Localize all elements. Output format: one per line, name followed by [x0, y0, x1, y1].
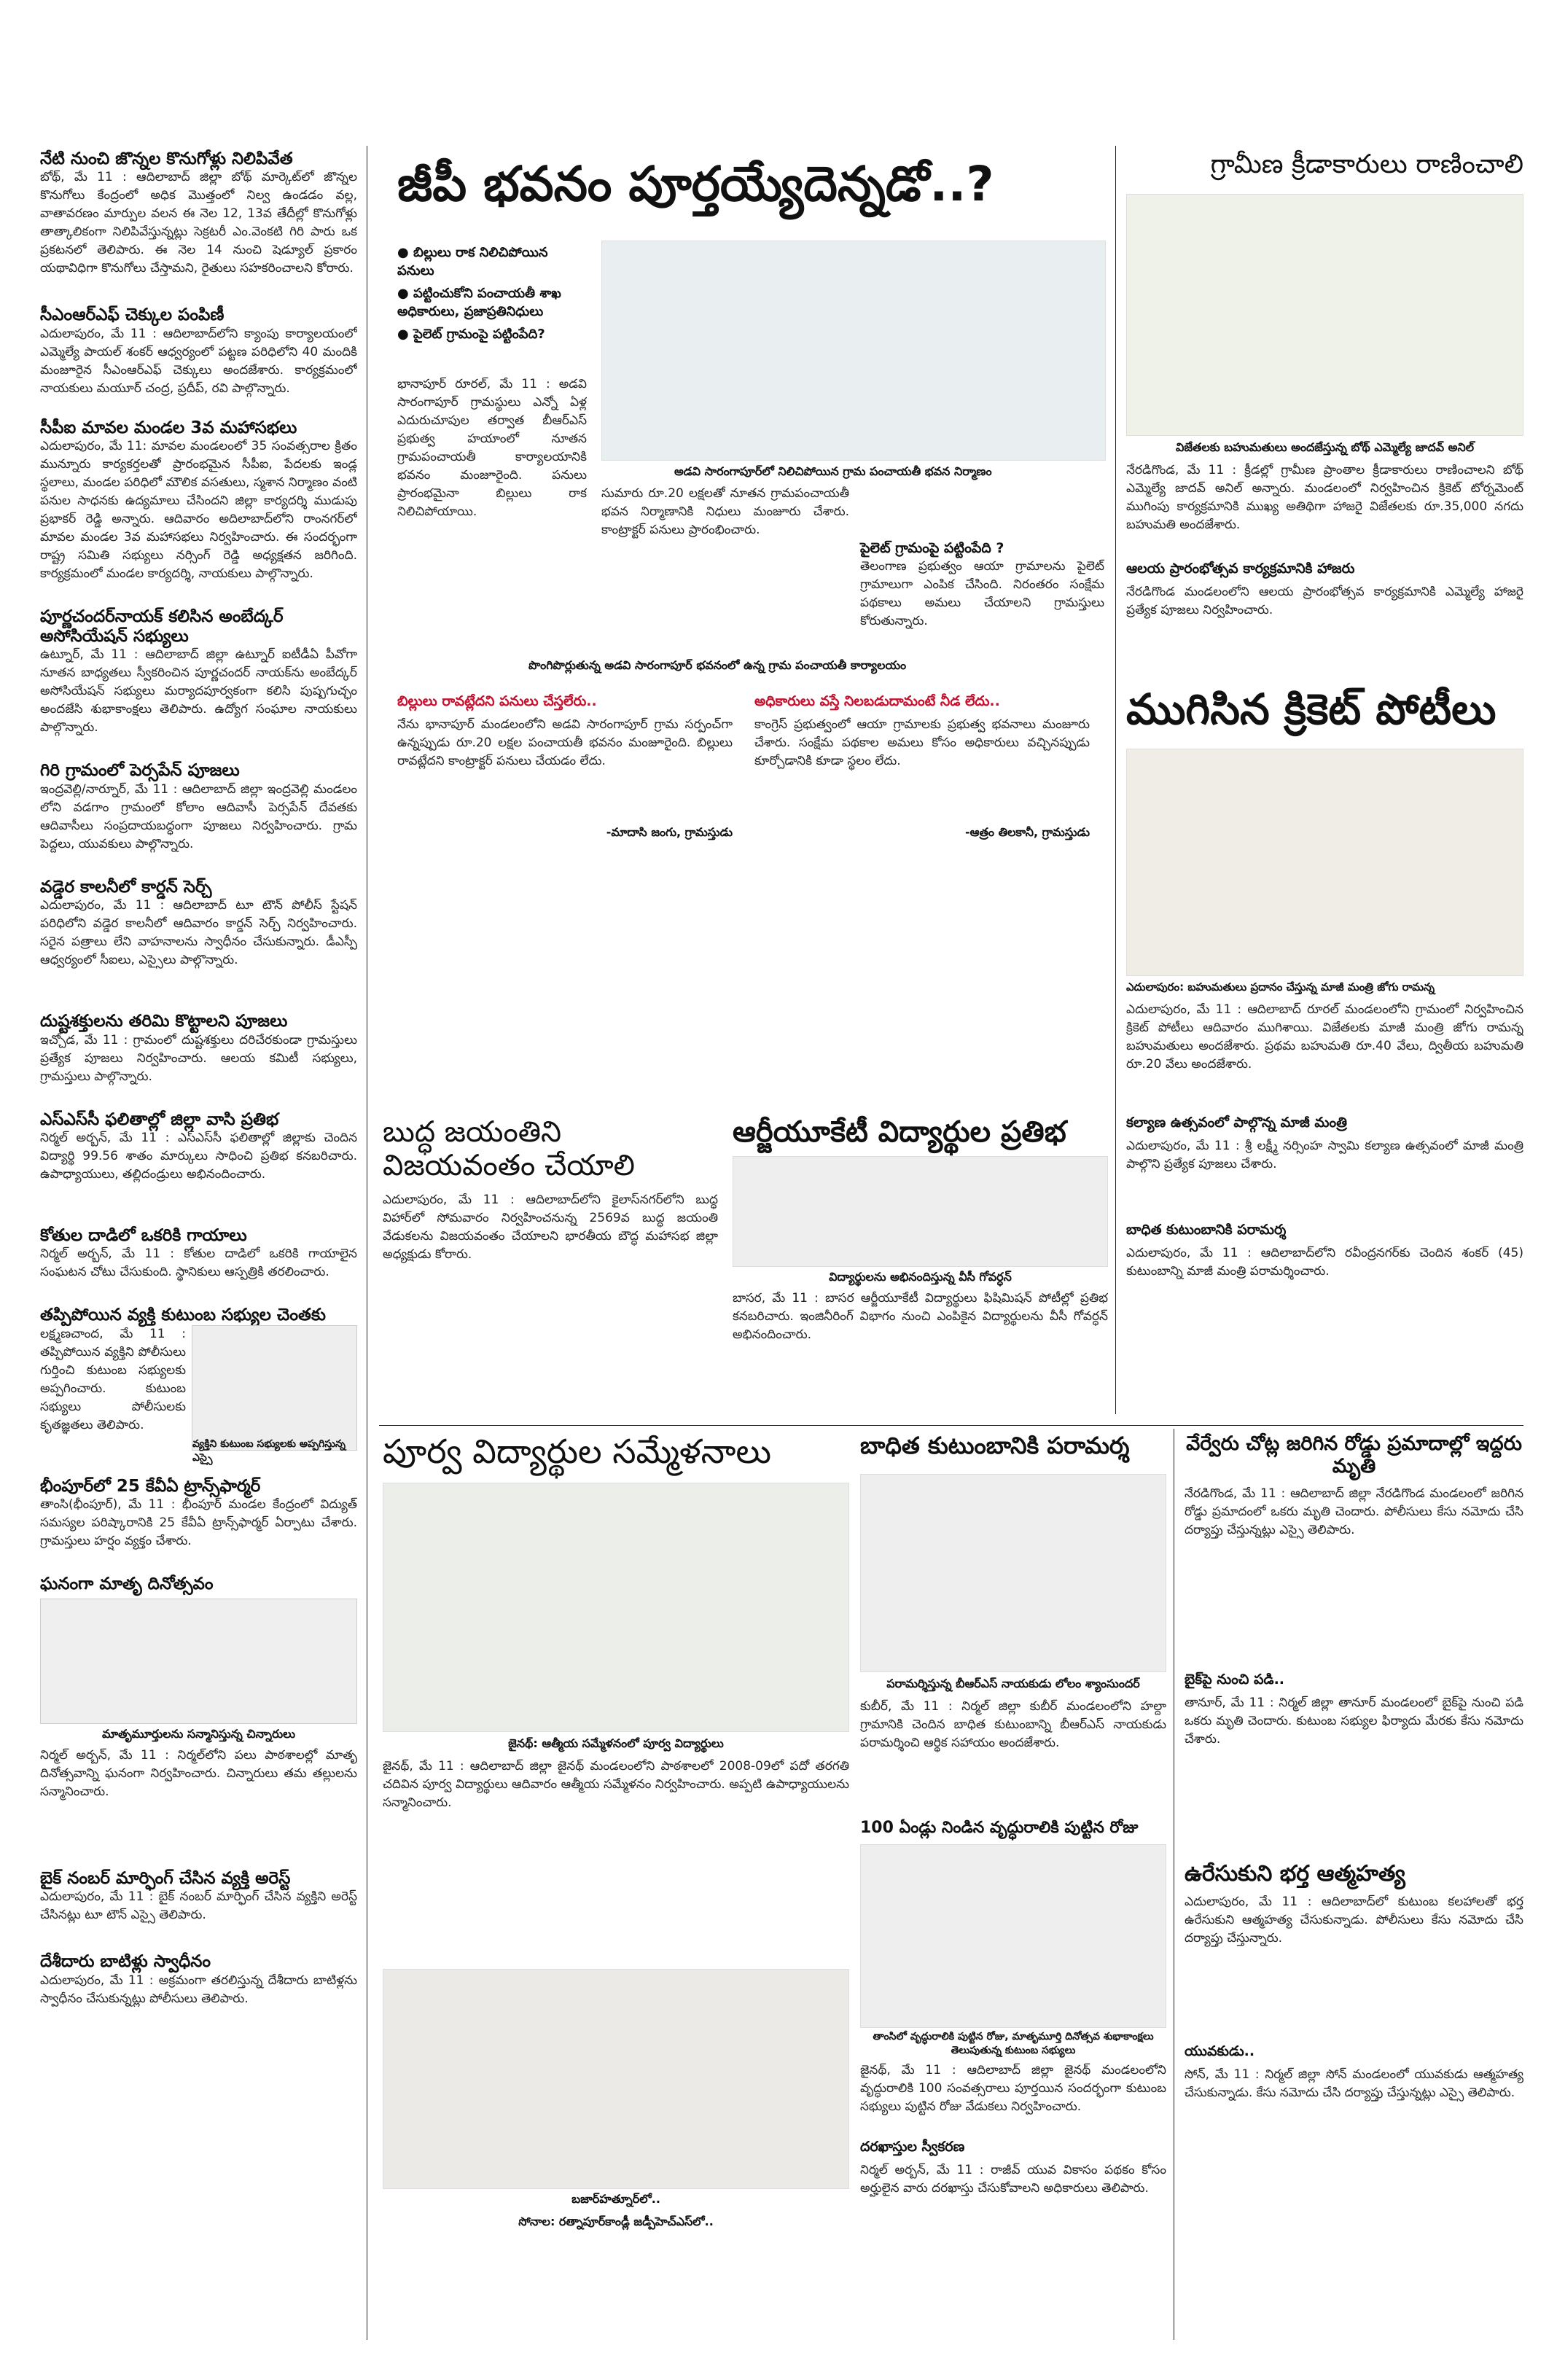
article-body: నిర్మల్ అర్బన్, మే 11 : రాజీవ్ యువ వికాసం పథకం కోసం అర్హులైన వారు దరఖాస్తు చేసుకోవాలని అధికారులు తెలిపారు. — [860, 2163, 1166, 2196]
news-photo — [1126, 749, 1523, 976]
quote-body: కాంగ్రెస్ ప్రభుత్వంలో ఆయా గ్రామాలకు ప్రభుత్వ భవనాలు మంజూరు చేశారు. సంక్షేమ పథకాల అమలు కోసం అధికారులు వచ్చినప్పుడు కూర్చోడానికి కూడా స్థలం లేదు. — [754, 717, 1090, 768]
article-headline: బైక్ నంబర్ మార్ఫింగ్ చేసిన వ్యక్తి అరెస్ట్ — [40, 1868, 291, 1888]
news-photo — [383, 1969, 849, 2189]
article-headline: నేటి నుంచి జొన్నల కొనుగోళ్లు నిలిపివేత — [40, 149, 293, 168]
article-headline: బాధిత కుటుంబానికి పరామర్శ — [860, 1432, 1130, 1459]
article-body: తానూర్, మే 11 : నిర్మల్ జిల్లా తానూర్ మండలంలో బైక్‌పై నుంచి పడి ఒకరు మృతి చెందారు. కుటుంబ సభ్యుల ఫిర్యాదు మేరకు కేసు నమోదు చేశారు. — [1185, 1696, 1523, 1747]
bullet-text: పట్టించుకోని పంచాయతీ శాఖ అధికారులు, ప్రజాప్రతినిధులు — [397, 286, 561, 319]
bullet-item: ● పట్టించుకోని పంచాయతీ శాఖ అధికారులు, ప్రజాప్రతినిధులు — [397, 286, 561, 319]
article-body: సుమారు రూ.20 లక్షలతో నూతన గ్రామపంచాయతీ భవన నిర్మాణానికి నిధులు మంజూరు చేశారు. కాంట్రాక్టర్ పనులు ప్రారంభించారు. — [601, 486, 849, 537]
cricket-story — [1126, 678, 1523, 1407]
quote-body: నేను భానాపూర్ మండలంలోని అడవి సారంగాపూర్ గ్రామ సర్పంచ్‌గా ఉన్నప్పుడు రూ.20 లక్షల పంచాయతీ భవనం మంజూరైంది. బిల్లులు రావట్లేదని కాంట్రాక్టర్ పనులు చేయడం లేదు. — [397, 717, 733, 768]
photo-caption: సోనాల: రత్నాపూర్‌కాండ్లీ జడ్పీహెచ్‌ఎస్‌లో.. — [518, 2214, 714, 2228]
article-body: జైనథ్, మే 11 : ఆదిలాబాద్ జిల్లా జైనథ్ మండలంలోని పాఠశాలలో 2008-09లో పదో తరగతి చదివిన పూర్వ విద్యార్థులు ఆదివారం ఆత్మీయ సమ్మేళనం నిర్వహించారు. అప్పటి ఉపాధ్యాయులను సన్మానించారు. — [383, 1758, 849, 1810]
article-headline: వడ్డెర కాలనీలో కార్డన్ సెర్చ్ — [40, 877, 212, 897]
photo-caption: విద్యార్థులను అభినందిస్తున్న వీసీ గోవర్ధన్ — [829, 1270, 1012, 1284]
accident-story — [1185, 1432, 1523, 2344]
article-headline: బుద్ధ జయంతిని విజయవంతం చేయాలి — [383, 1115, 635, 1182]
section-divider — [379, 1425, 1523, 1426]
photo-caption: విజేతలకు బహుమతులు అందజేస్తున్న బోథ్ ఎమ్మెల్యే జాదవ్ అనిల్ — [1175, 440, 1475, 455]
column-left — [40, 149, 357, 2344]
article-body: నిర్మల్ అర్బన్, మే 11 : నిర్మల్‌లోని పలు పాఠశాలల్లో మాతృ దినోత్సవాన్ని ఘనంగా నిర్వహించారు. చిన్నారులు తమ తల్లులను సన్మానించారు. — [40, 1747, 357, 1799]
article-body: బాసర, మే 11 : బాసర ఆర్జీయూకేటీ విద్యార్థులు ఫిషిమిషన్ పోటీల్లో ప్రతిభ కనబరిచారు. ఇంజినీరింగ్ విభాగం నుంచి ఎంపికైన విద్యార్థులను వీసీ గోవర్ధన్ అభినందించారు. — [733, 1291, 1108, 1342]
news-photo — [192, 1325, 357, 1464]
article-headline: సీఎంఆర్‌ఎఫ్ చెక్కుల పంపిణీ — [40, 305, 225, 325]
subheading: యువకుడు.. — [1185, 2042, 1255, 2059]
article-headline: సీపీఐ మావల మండల 3వ మహాసభలు — [40, 418, 297, 437]
news-photo — [383, 1483, 849, 1732]
article-headline: పూర్ణచందర్‌నాయక్‌ కలిసిన అంబేద్కర్ అసోసియేషన్ సభ్యులు — [40, 607, 284, 646]
buddha-story — [383, 1115, 718, 1421]
article-headline: పూర్వ విద్యార్థుల సమ్మేళనాలు — [383, 1432, 771, 1471]
article-headline: ఎస్‌ఎస్‌సీ ఫలితాల్లో జిల్లా వాసి ప్రతిభ — [40, 1109, 279, 1129]
news-photo — [1126, 194, 1523, 436]
bullet-text: పైలెట్ గ్రామంపై పట్టింపేది? — [413, 327, 545, 342]
photo-caption: వ్యక్తిని కుటుంబ సభ్యులకు అప్పగిస్తున్న ఎస్సై — [192, 1437, 346, 1464]
article-body: ఎదులాపురం, మే 11 : ఆదిలాబాద్‌లో కుటుంబ కలహాలతో భర్త ఉరేసుకుని ఆత్మహత్య చేసుకున్నాడు. పోలీసులు కేసు నమోదు చేసి దర్యాప్తు చేస్తున్నారు. — [1185, 1894, 1523, 1946]
article-headline: కోతుల దాడిలో ఒకరికి గాయాలు — [40, 1225, 247, 1245]
quote-headline: అధికారులు వస్తే నిలబడుదామంటే నీడ లేదు.. — [754, 693, 1000, 709]
photo-caption: పరామర్శిస్తున్న బీఆర్‌ఎస్ నాయకుడు లోలం శ్యాంసుందర్ — [886, 1676, 1140, 1690]
quote-box — [754, 689, 1090, 842]
rgukt-story — [733, 1115, 1108, 1421]
article-body: భానాపూర్ రూరల్, మే 11 : అడవి సారంగాపూర్ గ్రామస్థులు ఎన్నో ఏళ్ల ఎదురుచూపుల తర్వాత బీఆర్‌ఎస్ ప్రభుత్వ హయాంలో నూతన గ్రామపంచాయతీ కార్యాలయానికి భవనం మంజూరైంది. పనులు ప్రారంభమైనా బిల్లులు రాక నిలిచిపోయాయి. — [397, 377, 587, 519]
photo-caption: జైనథ్: ఆత్మీయ సమ్మేళనంలో పూర్వ విద్యార్థులు — [508, 1736, 724, 1750]
article-body: ఎదులాపురం, మే 11 : ఆదిలాబాద్‌లోని కైలాస్‌నగర్‌లోని బుద్ధ విహార్‌లో సోమవారం నిర్వహించనున్న 2569వ బుద్ధ జయంతి వేడుకలను విజయవంతం చేయాలని భారతీయ బౌద్ధ మహాసభ జిల్లా అధ్యక్షుడు కోరారు. — [383, 1193, 718, 1262]
article-body: జైనథ్, మే 11 : ఆదిలాబాద్ జిల్లా జైనథ్ మండలంలోని వృద్ధురాలికి 100 సంవత్సరాలు పూర్తయిన సందర్భంగా కుటుంబ సభ్యులు పుట్టిన రోజు వేడుకలు నిర్వహించారు. — [860, 2063, 1166, 2115]
subheading: పైలెట్ గ్రామంపై పట్టింపేది ? — [860, 540, 1004, 556]
article-body: నిర్మల్ అర్బన్, మే 11 : కోతుల దాడిలో ఒకరికి గాయాలైన సంఘటన చోటు చేసుకుంది. స్థానికులు ఆస్పత్రికి తరలించారు. — [40, 1246, 357, 1280]
article-body: తెలంగాణ ప్రభుత్వం ఆయా గ్రామాలను పైలెట్ గ్రామాలుగా ఎంపిక చేసింది. నిరంతరం సంక్షేమ పథకాలు అమలు చేయాలని గ్రామస్తులు కోరుతున్నారు. — [860, 559, 1104, 628]
highlight-bullets — [397, 241, 587, 349]
article-body: ఉట్నూర్, మే 11 : ఆదిలాబాద్ జిల్లా ఉట్నూర్ ఐటీడీఏ పీవోగా నూతన బాధ్యతలు స్వీకరించిన పూర్ణచందర్ నాయక్‌ను అంబేద్కర్ అసోసియేషన్ సభ్యులు మర్యాదపూర్వకంగా కలిసి పుష్పగుచ్ఛం అందజేసి శుభాకాంక్షలు తెలిపారు. ఉద్యోగ సంఘాల నాయకులు పాల్గొన్నారు. — [40, 647, 357, 736]
article-body: కుబీర్, మే 11 : నిర్మల్ జిల్లా కుబీర్ మండలంలోని హల్దా గ్రామానికి చెందిన బాధిత కుటుంబాన్ని బీఆర్‌ఎస్ నాయకుడు పరామర్శించి ఆర్థిక సహాయం అందజేశారు. — [860, 1698, 1166, 1750]
article-body: ఎదులాపురం, మే 11 : ఆదిలాబాద్‌లోని రవీంద్రనగర్‌కు చెందిన శంకర్ (45) కుటుంబాన్ని మాజీ మంత్రి పరామర్శించారు. — [1126, 1245, 1523, 1279]
article-headline: గిరి గ్రామంలో పెర్సపేన్ పూజలు — [40, 761, 240, 781]
article-body: ఎదులాపురం, మే 11: మావల మండలంలో 35 సంవత్సరాల క్రితం మున్నూరు కార్యకర్తలతో ప్రారంభమైన సీపీఐ, పేదలకు ఇండ్ల స్థలాలు, మండల పరిధిలో మౌలిక వసతులు, స్మశాన నిర్మాణం వంటి పనుల సాధనకు ఉద్యమాలు చేసిందని జిల్లా కార్యదర్శి ముడుపు ప్రభాకర్ రెడ్డి అన్నారు. ఆదివారం అదిలాబాద్‌లోని రాంనగర్‌లో మావల మండల 3వ మహాసభలు నిర్వహించారు. ఈ సందర్భంగా రాష్ట్ర సమితి సభ్యులు నర్సింగ్ రెడ్డి అధ్యక్షతన జరిగింది. కార్యక్రమంలో మండల కార్యదర్శి, నాయకులు పాల్గొన్నారు. — [40, 439, 357, 582]
article-headline: ఆర్జీయూకేటీ విద్యార్థుల ప్రతిభ — [733, 1115, 1066, 1149]
quote-box — [397, 689, 733, 842]
subheading: బైక్‌పై నుంచి పడి.. — [1185, 1671, 1285, 1688]
article-with-photo — [40, 1325, 357, 1471]
article-body: ఎదులాపురం, మే 11 : బైక్ నంబర్ మార్ఫింగ్ చేసిన వ్యక్తిని అరెస్ట్ చేసినట్లు టూ టౌన్ ఎస్సై తెలిపారు. — [40, 1889, 357, 1923]
quote-signature: -ఆత్రం తిలకానీ, గ్రామస్తుడు — [965, 825, 1090, 839]
article-body: ఇచ్చోడ, మే 11 : గ్రామంలో దుష్టశక్తులు దరిచేరకుండా గ్రామస్తులు ప్రత్యేక పూజలు నిర్వహించారు. ఆలయ కమిటీ సభ్యులు, గ్రామస్తులు పాల్గొన్నారు. — [40, 1032, 357, 1084]
lead-headline: జీపీ భవనం పూర్తయ్యేదెన్నడో..? — [397, 156, 994, 212]
bullet-text: బిల్లులు రాక నిలిచిపోయిన పనులు — [397, 245, 548, 278]
article-body: నేరడిగొండ మండలంలోని ఆలయ ప్రారంభోత్సవ కార్యక్రమానికి ఎమ్మెల్యే హాజరై ప్రత్యేక పూజలు నిర్వహించారు. — [1126, 585, 1523, 618]
subheading: కల్యాణ ఉత్సవంలో పాల్గొన్న మాజీ మంత్రి — [1126, 1114, 1347, 1131]
bullet-item: ● బిల్లులు రాక నిలిచిపోయిన పనులు — [397, 245, 548, 278]
subheading: బాధిత కుటుంబానికి పరామర్శ — [1126, 1221, 1287, 1238]
article-headline: దుష్టశక్తులను తరిమి కొట్టాలని పూజలు — [40, 1012, 288, 1031]
alumni-story — [383, 1432, 849, 2344]
article-body: లక్ష్మణచాంద, మే 11 : తప్పిపోయిన వ్యక్తిని పోలీసులు గుర్తించి కుటుంబ సభ్యులకు అప్పగించారు. కుటుంబ సభ్యులు పోలీసులకు కృతజ్ఞతలు తెలిపారు. — [40, 1326, 186, 1432]
quote-signature: -మాదాసి జంగు, గ్రామస్తుడు — [606, 825, 733, 839]
article-headline: గ్రామీణ క్రీడాకారులు రాణించాలి — [1210, 149, 1523, 179]
article-headline: తప్పిపోయిన వ్యక్తి కుటుంబ సభ్యుల చెంతకు — [40, 1306, 326, 1325]
article-body: బోథ్, మే 11 : ఆదిలాబాద్ జిల్లా బోథ్ మార్కెట్‌లో జొన్నల కొనుగోలు కేంద్రంలో అధిక మొత్తంలో నిల్వ ఉండడం వల్ల, వాతావరణం మార్పుల వలన ఈ నెల 12, 13వ తేదీల్లో కొనుగోళ్లు తాత్కాలికంగా నిలిపివేస్తున్నట్లు సెక్రటరీ ఎం.వెంకటి గిరి పారు ఒక ప్రకటనలో తెలిపారు. ఈ నెల 14 నుంచి షెడ్యూల్ ప్రకారం యథావిధిగా కొనుగోలు చేస్తామని, రైతులు సహకరించాలని కోరారు. — [40, 170, 357, 276]
quote-headline: బిల్లులు రావట్లేదని పనులు చేస్తలేరు.. — [397, 693, 597, 709]
article-body: ఎదులాపురం, మే 11 : ఆదిలాబాద్‌లోని క్యాంపు కార్యాలయంలో ఎమ్మెల్యే పాయల్ శంకర్ ఆధ్వర్యంలో పట్టణ పరిధిలోని 40 మందికి మంజూరైన సీఎంఆర్‌ఎఫ్ చెక్కులు అందజేశారు. కార్యక్రమంలో నాయకులు మయూర్ చంద్ర, ప్రదీప్, రవి పాల్గొన్నారు. — [40, 326, 357, 396]
article-body: నిర్మల్ అర్బన్, మే 11 : ఎస్‌ఎస్‌సీ ఫలితాల్లో జిల్లాకు చెందిన విద్యార్థి 99.56 శాతం మార్కులు సాధించి ప్రతిభ కనబరిచారు. ఉపాధ్యాయులు, తల్లిదండ్రులు అభినందించారు. — [40, 1130, 357, 1182]
article-headline: ముగిసిన క్రికెట్ పోటీలు — [1126, 684, 1496, 734]
article-body: నేరడిగొండ, మే 11 : క్రీడల్లో గ్రామీణ ప్రాంతాల క్రీడాకారులు రాణించాలని బోథ్ ఎమ్మెల్యే జాదవ్ అనిల్ అన్నారు. మండలంలో నిర్వహించిన క్రికెట్ టోర్నమెంట్ ముగింపు కార్యక్రమానికి ముఖ్య అతిథిగా హాజరై విజేతలకు రూ.35,000 నగదు బహుమతి అందజేశారు. — [1126, 463, 1523, 533]
article-body: ఎదులాపురం, మే 11 : అక్రమంగా తరలిస్తున్న దేశీదారు బాటిళ్లను స్వాధీనం చేసుకున్నట్లు పోలీసులు తెలిపారు. — [40, 1973, 357, 2006]
article-body: ఎదులాపురం, మే 11 : ఆదిలాబాద్ రూరల్ మండలంలోని గ్రామంలో నిర్వహించిన క్రికెట్ పోటీలు ఆదివారం ముగిశాయి. విజేతలకు మాజీ మంత్రి జోగు రామన్న బహుమతులు అందజేశారు. ప్రథమ బహుమతి రూ.40 వేలు, ద్వితీయ బహుమతి రూ.20 వేలు అందజేశారు. — [1126, 1002, 1523, 1072]
photo-caption: తాంసిలో వృద్ధురాలికి పుట్టిన రోజు, మాతృమూర్తి దినోత్సవ శుభాకాంక్షలు తెలుపుతున్న కుటుంబ సభ్యులు — [873, 2031, 1154, 2057]
article-headline: 100 ఏండ్లు నిండిన వృద్ధురాలికి పుట్టిన రోజు — [860, 1818, 1139, 1837]
sports-story — [1126, 149, 1523, 674]
article-headline: ఘనంగా మాతృ దినోత్సవం — [40, 1575, 214, 1594]
photo-caption: అడవి సారంగాపూర్‌లో నిలిచిపోయిన గ్రామ పంచాయతీ భవన నిర్మాణం — [674, 464, 992, 478]
lead-story — [383, 149, 1112, 849]
article-body: సోన్, మే 11 : నిర్మల్ జిల్లా సోన్ మండలంలో యువకుడు ఆత్మహత్య చేసుకున్నాడు. కేసు నమోదు చేసి దర్యాప్తు చేస్తున్నట్లు ఎస్సై తెలిపారు. — [1185, 2067, 1523, 2100]
photo-caption: మాతృమూర్తులను సన్మానిస్తున్న చిన్నారులు — [101, 1726, 295, 1741]
news-photo — [860, 1474, 1166, 1672]
article-headline: వేర్వేరు చోట్ల జరిగిన రోడ్డు ప్రమాదాల్లో ఇద్దరు మృతి — [1186, 1432, 1522, 1478]
family-story — [860, 1432, 1166, 2344]
photo-caption: ఎదులాపురం: బహుమతులు ప్రదానం చేస్తున్న మాజీ మంత్రి జోగు రామన్న — [1126, 980, 1435, 994]
article-headline: ఉరేసుకుని భర్త ఆత్మహత్య — [1185, 1861, 1405, 1887]
article-headline: దేశీదారు బాటిళ్లు స్వాధీనం — [40, 1952, 211, 1972]
article-body: ఎదులాపురం, మే 11 : ఆదిలాబాద్ టూ టౌన్ పోలీస్ స్టేషన్ పరిధిలోని వడ్డెర కాలనీలో ఆదివారం కార్డన్ సెర్చ్ నిర్వహించారు. సరైన పత్రాలు లేని వాహనాలను స్వాధీనం చేసుకున్నారు. డీఎస్పీ ఆధ్వర్యంలో సీఐలు, ఎస్సైలు పాల్గొన్నారు. — [40, 898, 357, 968]
article-headline: భీంపూర్‌లో 25 కేవీఏ ట్రాన్స్‌ఫార్మర్ — [40, 1476, 261, 1496]
photo-caption: పొంగిపొర్లుతున్న అడవి సారంగాపూర్ భవనంలో ఉన్న గ్రామ పంచాయతీ కార్యాలయం — [528, 658, 907, 672]
article-body: నేరడిగొండ, మే 11 : ఆదిలాబాద్ జిల్లా నేరడిగొండ మండలంలో జరిగిన రోడ్డు ప్రమాదంలో ఒకరు మృతి చెందారు. పోలీసులు కేసు నమోదు చేసి దర్యాప్తు చేస్తున్నట్లు ఎస్సై తెలిపారు. — [1185, 1486, 1523, 1538]
column-divider — [1115, 146, 1116, 1414]
news-photo — [860, 1844, 1166, 2028]
subheading: ఆలయ ప్రారంభోత్సవ కార్యక్రమానికి హాజరు — [1126, 561, 1355, 577]
article-body: ఎదులాపురం, మే 11 : శ్రీ లక్ష్మీ నర్సింహ స్వామి కల్యాణ ఉత్సవంలో మాజీ మంత్రి పాల్గొని ప్రత్యేక పూజలు చేశారు. — [1126, 1138, 1523, 1171]
bullet-item: ● పైలెట్ గ్రామంపై పట్టింపేది? — [397, 327, 545, 342]
news-photo — [40, 1599, 357, 1724]
article-body: ఇంద్రవెల్లి/నార్నూర్, మే 11 : ఆదిలాబాద్ జిల్లా ఇంద్రవెల్లి మండలం లోని వడగాం గ్రామంలో కోలాం ఆదివాసీ పెర్సపేన్ దేవతకు ఆదివాసీలు సంప్రదాయబద్ధంగా పూజలు నిర్వహించారు. గ్రామ పెద్దలు, యువకులు పాల్గొన్నారు. — [40, 781, 357, 851]
news-photo — [733, 1156, 1108, 1267]
news-photo — [601, 241, 1106, 461]
photo-caption: బజార్‌హత్నూర్‌లో.. — [571, 2191, 660, 2206]
subheading: దరఖాస్తుల స్వీకరణ — [860, 2139, 965, 2155]
article-body: తాంసి(భీంపూర్), మే 11 : భీంపూర్ మండల కేంద్రంలో విద్యుత్ సమస్యల పరిష్కారానికి 25 కేవీఏ ట్రాన్స్‌ఫార్మర్ ఏర్పాటు చేశారు. గ్రామస్తులు హర్షం వ్యక్తం చేశారు. — [40, 1497, 357, 1549]
